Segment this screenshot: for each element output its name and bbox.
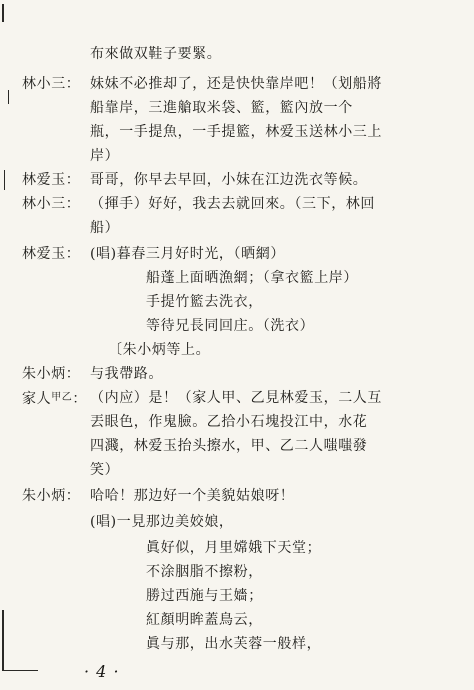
dialogue-line: (唱)暮春三月好时光，（晒網） [90,246,285,262]
scan-margin-mark [2,610,4,670]
speaker-label: 林爱玉： [22,246,81,262]
scan-bottom-rule [2,670,38,671]
dialogue-line: 瓶，一手提魚，一手提籃，林爱玉送林小三上 [90,124,382,140]
speaker-subscript: 甲乙 [51,392,73,403]
page-number: · 4 · [84,662,120,681]
verse-line: 等待兄長同回庄。（洗衣） [146,318,315,334]
speaker-label: 林爱玉： [22,172,81,188]
scan-margin-mark [8,90,9,104]
dialogue-line: 岸） [90,148,120,164]
speaker-label: 林小三： [22,196,81,212]
speaker-label: 林小三： [22,76,81,92]
speaker-label: 朱小炳： [22,366,81,382]
dialogue-line: （揮手）好好，我去去就回來。（三下，林回 [90,196,375,212]
scan-margin-mark [4,170,5,190]
dialogue-line: 哈哈！那边好一个美貌姑娘呀！ [90,488,295,504]
dialogue-line: 丟眼色，作鬼臉。乙拾小石塊投江中，水花 [90,414,368,430]
dialogue-line: 船靠岸，三進艙取米袋、籃，籃內放一个 [90,100,353,116]
dialogue-line: 妹妹不必推却了，还是快快靠岸吧！（划船將 [90,76,382,92]
dialogue-line: 船） [90,220,120,236]
verse-line: (唱)一見那边美姣娘， [90,514,234,530]
verse-line: 勝过西施与王嬙； [146,588,263,604]
speaker-colon: ： [72,391,88,407]
verse-line: 眞与那，出水芙蓉一般样， [146,636,322,652]
verse-line: 不涂胭脂不擦粉， [146,564,263,580]
verse-line: 手提竹籃去洗衣， [146,294,263,310]
speaker-label [22,388,87,409]
dialogue-line: 布來做双鞋子要緊。 [90,46,222,62]
scan-margin-mark [2,4,4,22]
verse-line: 船蓬上面晒漁網；（拿衣籃上岸） [146,270,358,286]
dialogue-line: （内应）是！（家人甲、乙見林爱玉，二人互 [90,390,382,406]
dialogue-line: 四濺，林爱玉抬头擦水，甲、乙二人嗤嗤發 [90,438,368,454]
dialogue-line: 笑） [90,462,120,478]
speaker-name: 家人 [22,391,52,407]
verse-line: 眞好似，月里嫦娥下天堂； [146,540,322,556]
dialogue-line: 与我帶路。 [90,366,163,382]
verse-line: 紅顏明眸蓋鳥云， [146,612,263,628]
dialogue-line: 哥哥，你早去早回，小妹在江边洗衣等候。 [90,172,368,188]
stage-direction: 〔朱小炳等上。 [108,342,211,358]
speaker-label: 朱小炳： [22,488,81,504]
